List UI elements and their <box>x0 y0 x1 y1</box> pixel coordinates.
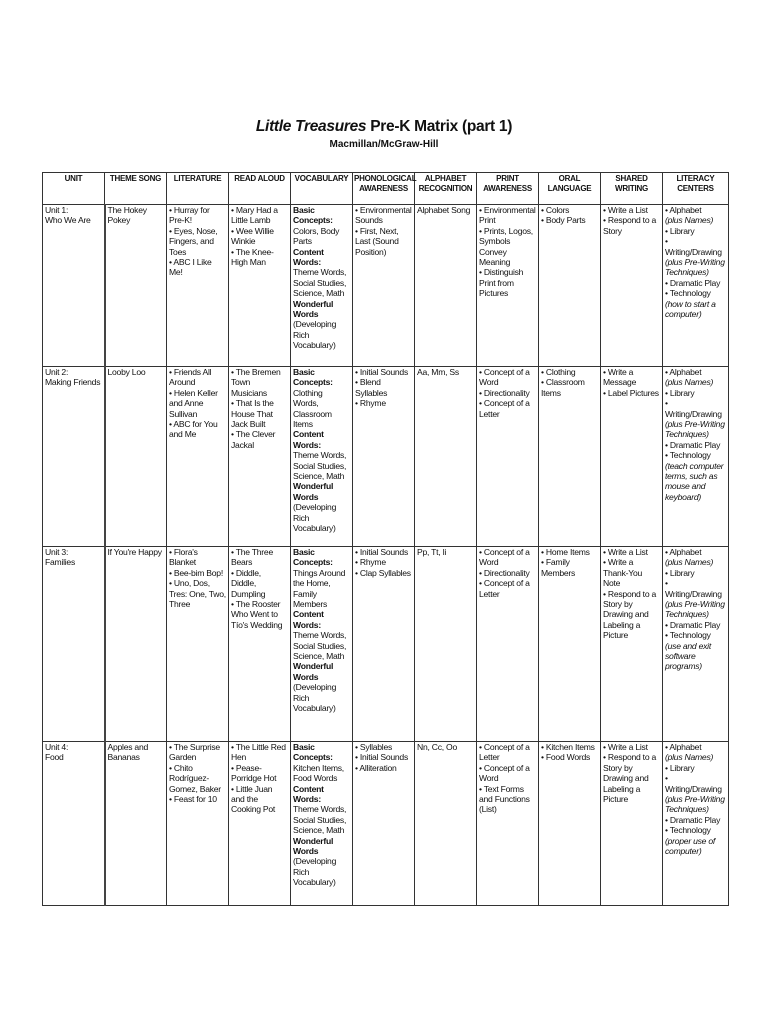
list-item: • Chito Rodríguez-Gomez, Baker <box>169 762 221 794</box>
unit-cell <box>43 742 105 906</box>
list-item: • Writing/Drawing <box>665 236 722 257</box>
list-item: • Rhyme <box>355 557 386 568</box>
list-item: • The Little Red Hen <box>231 742 286 763</box>
list-item: • Helen Keller and Anne Sullivan <box>169 387 218 419</box>
read-aloud-cell-list <box>231 547 288 630</box>
list-item: • Initial Sounds <box>355 547 408 557</box>
unit-number: Unit 2: <box>45 367 69 377</box>
list-item: • Writing/Drawing <box>665 398 722 419</box>
list-item: • ABC for You and Me <box>169 419 218 440</box>
list-item: • Environmental Print <box>479 205 536 226</box>
content-words-label: Content Words: <box>293 429 324 450</box>
list-item: • Write a List <box>603 742 648 752</box>
list-item: • Syllables <box>355 742 393 752</box>
alphabet-cell <box>415 367 477 547</box>
list-item: • Concept of a Word <box>479 367 530 388</box>
list-item: (plus Pre-Writing Techniques) <box>665 794 725 815</box>
title-rest: Pre-K Matrix (part 1) <box>366 118 513 135</box>
table-row <box>43 367 729 547</box>
print-awareness-cell <box>477 367 539 547</box>
list-item: • Technology <box>665 288 711 299</box>
list-item: • Hurray for Pre-K! <box>169 205 210 226</box>
phonological-cell-list <box>355 742 412 773</box>
content-words-text: Theme Words, Social Studies, Science, Math <box>293 804 347 836</box>
list-item: • The Clever Jackal <box>231 429 276 450</box>
matrix-body <box>43 205 729 906</box>
content-words-label: Content Words: <box>293 246 324 268</box>
list-item: • Library <box>665 567 695 578</box>
shared-writing-cell <box>601 547 663 742</box>
oral-language-cell <box>539 547 601 742</box>
list-item: • The Three Bears <box>231 547 273 568</box>
literature-cell-list <box>169 367 226 440</box>
list-item: • Concept of a Word <box>479 762 530 784</box>
shared-writing-cell <box>601 742 663 906</box>
title-italic: Little Treasures <box>255 118 367 135</box>
list-item: (use and exit software programs) <box>665 640 711 672</box>
phonological-cell <box>353 547 415 742</box>
print-awareness-cell-list <box>479 742 536 815</box>
theme-song: If You're Happy <box>107 547 162 557</box>
list-item: • The Rooster Who Went to Tío's Wedding <box>231 599 283 630</box>
basic-concepts-label: Basic Concepts: <box>293 547 333 568</box>
list-item: (plus Pre-Writing Techniques) <box>665 599 725 620</box>
list-item: • Feast for 10 <box>169 794 217 805</box>
vocabulary-cell <box>291 367 353 547</box>
list-item: • Directionality <box>479 387 530 398</box>
unit-name: Families <box>45 557 75 568</box>
list-item: (plus Names) <box>665 377 714 388</box>
list-item: • Write a Message <box>603 367 637 388</box>
list-item: • Clap Syllables <box>355 567 411 578</box>
list-item: • Writing/Drawing <box>665 578 722 599</box>
wonderful-words-text: (Developing Rich Vocabulary) <box>293 502 337 534</box>
list-item: (plus Names) <box>665 557 714 568</box>
page-subtitle: Macmillan/McGraw-Hill <box>329 139 439 150</box>
list-item: • Write a Thank-You Note <box>603 557 642 589</box>
list-item: • Eyes, Nose, Fingers, and Toes <box>169 225 218 257</box>
literacy-centers-cell <box>663 205 729 367</box>
alphabet-letters: Alphabet Song <box>417 205 471 215</box>
list-item: (plus Pre-Writing Techniques) <box>665 419 725 440</box>
list-item: • Home Items <box>541 547 590 557</box>
shared-writing-cell-list <box>603 205 660 236</box>
list-item: (plus Names) <box>665 752 714 763</box>
list-item: (how to start a computer) <box>665 298 716 320</box>
literature-cell <box>167 742 229 906</box>
print-awareness-cell-list <box>479 547 536 599</box>
column-header: PRINT AWARENESS <box>477 173 539 205</box>
matrix-table <box>42 172 729 906</box>
basic-concepts-text: Kitchen Items, Food Words <box>293 762 344 784</box>
shared-writing-cell-list <box>603 547 660 641</box>
page-title <box>0 118 768 136</box>
list-item: • Dramatic Play <box>665 619 721 630</box>
list-item: • Writing/Drawing <box>665 773 722 794</box>
content-words-label: Content Words: <box>293 609 324 630</box>
literacy-centers-cell <box>663 367 729 547</box>
phonological-cell-list <box>355 367 412 409</box>
read-aloud-cell <box>229 205 291 367</box>
basic-concepts-label: Basic Concepts: <box>293 367 333 388</box>
vocabulary-cell <box>291 547 353 742</box>
literature-cell <box>167 367 229 547</box>
list-item: • Pease-Porridge Hot <box>231 762 277 784</box>
shared-writing-cell <box>601 367 663 547</box>
table-row <box>43 205 729 367</box>
column-header: SHARED WRITING <box>601 173 663 205</box>
list-item: • Dramatic Play <box>665 277 721 288</box>
list-item: (plus Pre-Writing Techniques) <box>665 257 725 278</box>
shared-writing-cell-list <box>603 367 660 398</box>
list-item: • Library <box>665 762 695 773</box>
list-item: • Technology <box>665 630 711 641</box>
shared-writing-cell-list <box>603 742 660 804</box>
oral-language-cell-list <box>541 205 598 226</box>
list-item: • Food Words <box>541 752 591 763</box>
read-aloud-cell-list <box>231 205 288 267</box>
list-item: • Technology <box>665 825 711 836</box>
alphabet-letters: Pp, Tt, Ii <box>417 547 447 557</box>
literacy-centers-cell <box>663 547 729 742</box>
list-item: (proper use of computer) <box>665 835 716 857</box>
column-header: PHONOLOGICAL AWARENESS <box>353 173 415 205</box>
list-item: • Colors <box>541 205 570 215</box>
read-aloud-cell <box>229 367 291 547</box>
literature-cell <box>167 547 229 742</box>
header-row <box>43 173 729 205</box>
list-item: • Kitchen Items <box>541 742 595 752</box>
list-item: • Bee-bim Bop! <box>169 567 223 578</box>
theme-song-cell <box>105 205 167 367</box>
list-item: (plus Names) <box>665 215 714 226</box>
content-words-label: Content Words: <box>293 783 324 805</box>
literacy-centers-cell <box>663 742 729 906</box>
phonological-cell <box>353 205 415 367</box>
literacy-centers-list <box>665 742 726 856</box>
list-item: • Initial Sounds <box>355 367 408 377</box>
basic-concepts-text: Colors, Body Parts <box>293 225 340 247</box>
list-item: • Concept of a Letter <box>479 578 530 599</box>
literature-cell-list <box>169 205 226 278</box>
alphabet-cell <box>415 547 477 742</box>
alphabet-letters: Aa, Mm, Ss <box>417 367 459 377</box>
column-header: LITERATURE <box>167 173 229 205</box>
list-item: • The Surprise Garden <box>169 742 220 763</box>
column-header: UNIT <box>43 173 105 205</box>
list-item: • Little Juan and the Cooking Pot <box>231 783 276 815</box>
list-item: • Respond to a Story by Drawing and Labeling a Picture <box>603 752 657 805</box>
list-item: • Dramatic Play <box>665 814 721 825</box>
unit-name: Making Friends <box>45 377 101 388</box>
wonderful-words-label: Wonderful Words <box>293 835 334 857</box>
unit-number: Unit 3: <box>45 547 69 557</box>
list-item: • First, Next, Last (Sound Position) <box>355 225 399 257</box>
list-item: (teach computer terms, such as mouse and keyboard) <box>665 460 724 502</box>
oral-language-cell <box>539 205 601 367</box>
phonological-cell-list <box>355 205 412 257</box>
list-item: • Wee Willie Winkie <box>231 225 274 247</box>
unit-name: Food <box>45 752 64 763</box>
list-item: • Alphabet <box>665 205 702 215</box>
literature-cell-list <box>169 742 226 804</box>
read-aloud-cell-list <box>231 367 288 450</box>
column-header: VOCABULARY <box>291 173 353 205</box>
column-header: THEME SONG <box>105 173 167 205</box>
unit-cell <box>43 547 105 742</box>
theme-song-cell <box>105 547 167 742</box>
content-words-text: Theme Words, Social Studies, Science, Math <box>293 630 347 662</box>
oral-language-cell <box>539 367 601 547</box>
content-words-text: Theme Words, Social Studies, Science, Math <box>293 267 347 299</box>
phonological-cell <box>353 742 415 906</box>
content-words-text: Theme Words, Social Studies, Science, Math <box>293 450 347 482</box>
alphabet-letters: Nn, Cc, Oo <box>417 742 458 752</box>
list-item: • That Is the House That Jack Built <box>231 398 274 430</box>
list-item: • Classroom Items <box>541 377 585 398</box>
column-header: ORAL LANGUAGE <box>539 173 601 205</box>
read-aloud-cell <box>229 547 291 742</box>
list-item: • Prints, Logos, Symbols Convey Meaning <box>479 225 533 268</box>
theme-song: The Hokey Pokey <box>107 205 147 226</box>
print-awareness-cell <box>477 547 539 742</box>
theme-song: Looby Loo <box>107 367 146 377</box>
list-item: • Alliteration <box>355 762 397 773</box>
list-item: • Family Members <box>541 557 576 578</box>
list-item: • Label Pictures <box>603 387 659 398</box>
print-awareness-cell-list <box>479 205 536 299</box>
list-item: • Blend Syllables <box>355 377 388 398</box>
oral-language-cell-list <box>541 742 598 763</box>
list-item: • Alphabet <box>665 367 702 377</box>
theme-song-cell <box>105 742 167 906</box>
theme-song-cell <box>105 367 167 547</box>
wonderful-words-text: (Developing Rich Vocabulary) <box>293 856 337 888</box>
list-item: • Technology <box>665 450 711 461</box>
list-item: • Diddle, Diddle, Dumpling <box>231 567 266 599</box>
unit-name: Who We Are <box>45 215 91 226</box>
literacy-centers-list <box>665 205 726 319</box>
basic-concepts-text: Clothing Words, Classroom Items <box>293 387 332 430</box>
column-header: READ ALOUD <box>229 173 291 205</box>
list-item: • Concept of a Letter <box>479 398 530 419</box>
print-awareness-cell-list <box>479 367 536 419</box>
list-item: • Rhyme <box>355 398 386 409</box>
unit-number: Unit 4: <box>45 742 69 752</box>
list-item: • Library <box>665 387 695 398</box>
unit-cell <box>43 205 105 367</box>
alphabet-cell <box>415 205 477 367</box>
list-item: • ABC I Like Me! <box>169 257 212 278</box>
basic-concepts-text: Things Around the Home, Family Members <box>293 567 346 610</box>
column-header: ALPHABET RECOGNITION <box>415 173 477 205</box>
wonderful-words-label: Wonderful Words <box>293 481 334 502</box>
list-item: • Write a List <box>603 547 648 557</box>
oral-language-cell <box>539 742 601 906</box>
list-item: • Distinguish Print from Pictures <box>479 267 524 299</box>
list-item: • Flora's Blanket <box>169 547 198 568</box>
list-item: • Concept of a Word <box>479 547 530 568</box>
list-item: • Alphabet <box>665 742 702 752</box>
read-aloud-cell <box>229 742 291 906</box>
basic-concepts-label: Basic Concepts: <box>293 742 333 763</box>
list-item: • Respond to a Story by Drawing and Labeling a Picture <box>603 588 657 641</box>
list-item: • The Bremen Town Musicians <box>231 367 281 398</box>
alphabet-cell <box>415 742 477 906</box>
list-item: • Write a List <box>603 205 648 215</box>
list-item: • Respond to a Story <box>603 215 657 236</box>
literature-cell <box>167 205 229 367</box>
print-awareness-cell <box>477 205 539 367</box>
unit-number: Unit 1: <box>45 205 69 215</box>
theme-song: Apples and Bananas <box>107 742 149 763</box>
table-row <box>43 547 729 742</box>
literacy-centers-list <box>665 367 726 502</box>
vocabulary-cell <box>291 205 353 367</box>
list-item: • Mary Had a Little Lamb <box>231 205 278 226</box>
list-item: • Alphabet <box>665 547 702 557</box>
table-row <box>43 742 729 906</box>
list-item: • Concept of a Letter <box>479 742 530 763</box>
literature-cell-list <box>169 547 226 609</box>
list-item: • Friends All Around <box>169 367 212 388</box>
basic-concepts-label: Basic Concepts: <box>293 205 333 226</box>
list-item: • Body Parts <box>541 215 586 226</box>
oral-language-cell-list <box>541 547 598 578</box>
oral-language-cell-list <box>541 367 598 398</box>
unit-cell <box>43 367 105 547</box>
list-item: • Environmental Sounds <box>355 205 412 226</box>
column-header: LITERACY CENTERS <box>663 173 729 205</box>
read-aloud-cell-list <box>231 742 288 815</box>
wonderful-words-label: Wonderful Words <box>293 661 334 682</box>
print-awareness-cell <box>477 742 539 906</box>
list-item: • Directionality <box>479 567 530 578</box>
phonological-cell-list <box>355 547 412 578</box>
wonderful-words-text: (Developing Rich Vocabulary) <box>293 682 337 714</box>
phonological-cell <box>353 367 415 547</box>
list-item: • Uno, Dos, Tres: One, Two, Three <box>169 578 226 610</box>
list-item: • Dramatic Play <box>665 439 721 450</box>
wonderful-words-text: (Developing Rich Vocabulary) <box>293 319 337 351</box>
literacy-centers-list <box>665 547 726 672</box>
list-item: • Initial Sounds <box>355 752 408 763</box>
vocabulary-cell <box>291 742 353 906</box>
shared-writing-cell <box>601 205 663 367</box>
list-item: • Library <box>665 225 695 236</box>
list-item: • Text Forms and Functions (List) <box>479 783 530 815</box>
list-item: • Clothing <box>541 367 576 377</box>
list-item: • The Knee-High Man <box>231 246 274 268</box>
wonderful-words-label: Wonderful Words <box>293 298 334 320</box>
